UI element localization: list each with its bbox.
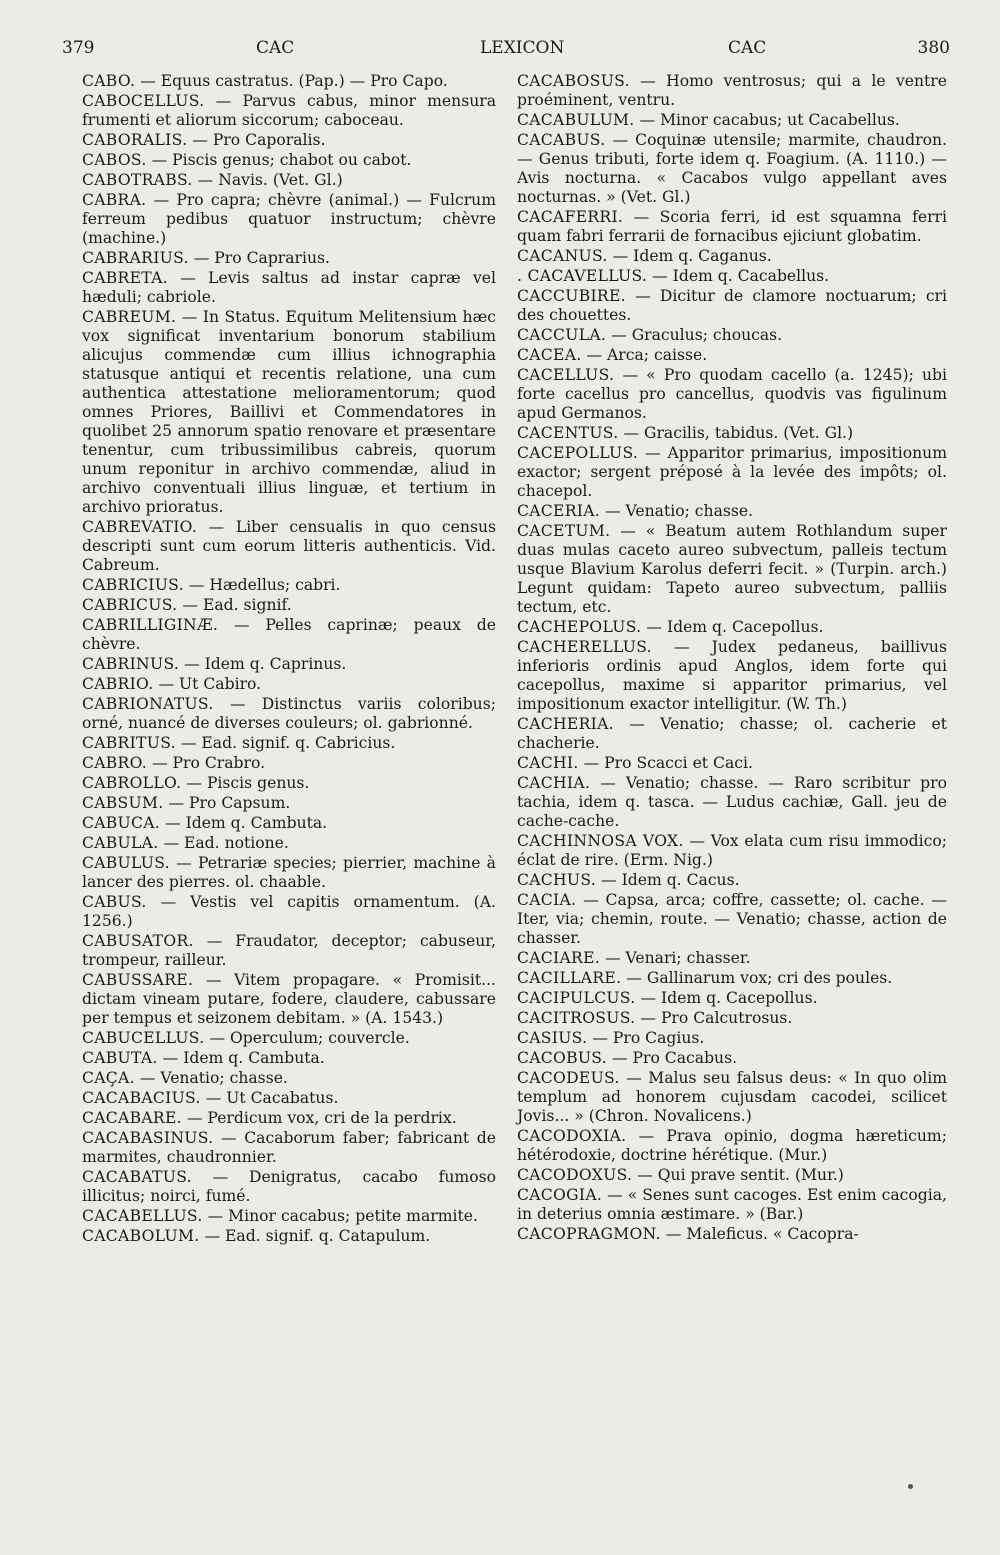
entry-headword: CABORALIS.	[82, 131, 188, 149]
dictionary-entry	[517, 1009, 947, 1028]
ink-dot	[908, 1484, 913, 1489]
dictionary-entry	[82, 308, 496, 517]
right-running-head: CAC	[728, 38, 767, 58]
entry-definition: — Ut Cabiro.	[158, 675, 262, 693]
entry-definition: — Prava opinio, dogma hæreticum; hétérodoxie, doctrine hérétique. (Mur.)	[517, 1127, 947, 1164]
dictionary-entry	[517, 832, 947, 870]
entry-headword: CACABOLUM.	[82, 1227, 200, 1245]
entry-definition: — Idem q. Caganus.	[612, 247, 772, 265]
entry-definition: — Scoria ferri, id est squamna ferri quam fabri ferrarii de fornacibus ejiciunt globatim.	[517, 208, 947, 245]
entry-headword: CACABASINUS.	[82, 1129, 214, 1147]
entry-headword: CACHINNOSA VOX.	[517, 832, 684, 850]
entry-definition: — Minor cacabus; petite marmite.	[207, 1207, 478, 1225]
entry-headword: CABREVATIO.	[82, 518, 198, 536]
entry-headword: CABOS.	[82, 151, 147, 169]
entry-headword: CASIUS.	[517, 1029, 588, 1047]
left-column	[82, 72, 496, 1247]
entry-definition: — Venari; chasser.	[605, 949, 751, 967]
entry-headword: CACCUBIRE.	[517, 287, 626, 305]
entry-definition: — Pro Cagius.	[592, 1029, 705, 1047]
right-page-number: 380	[917, 38, 950, 58]
dictionary-entry	[517, 522, 947, 617]
entry-definition: — Graculus; choucas.	[611, 326, 783, 344]
entry-definition: — Equus castratus. (Pap.) — Pro Capo.	[140, 72, 448, 90]
entry-headword: CACHEPOLUS.	[517, 618, 642, 636]
entry-definition: — Ead. signif. q. Cabricius.	[180, 734, 396, 752]
dictionary-entry	[517, 1049, 947, 1068]
dictionary-entry	[517, 871, 947, 890]
entry-headword: CABRO.	[82, 754, 148, 772]
dictionary-entry	[82, 249, 496, 268]
entry-headword: CACODEUS.	[517, 1069, 620, 1087]
entry-headword: CACIARE.	[517, 949, 601, 967]
entry-definition: — Idem q. Cambuta.	[165, 814, 328, 832]
dictionary-entry	[517, 131, 947, 207]
entry-definition: — Fraudator, deceptor; cabuseur, trompeur, railleur.	[82, 932, 496, 969]
dictionary-entry	[82, 269, 496, 307]
dictionary-entry	[517, 1186, 947, 1224]
dictionary-entry	[82, 72, 496, 91]
dictionary-entry	[82, 1207, 496, 1226]
dictionary-entry	[517, 326, 947, 345]
entry-headword: CABRICUS.	[82, 596, 178, 614]
dictionary-entry	[517, 1029, 947, 1048]
entry-headword: CACILLARE.	[517, 969, 622, 987]
dictionary-entry	[517, 715, 947, 753]
entry-headword: CACOBUS.	[517, 1049, 607, 1067]
entry-headword: CABOTRABS.	[82, 171, 193, 189]
entry-headword: . CACAVELLUS.	[517, 267, 648, 285]
dictionary-entry	[517, 618, 947, 637]
dictionary-entry	[517, 891, 947, 948]
dictionary-entry	[517, 1225, 947, 1244]
entry-definition: — Malus seu falsus deus: « In quo olim templum ad honorem cujusdam cacodei, scilicet Jovis... » (Chron. Novalicens.)	[517, 1069, 947, 1125]
entry-definition: — Idem q. Cacus.	[601, 871, 740, 889]
dictionary-entry	[82, 854, 496, 892]
entry-headword: CABULA.	[82, 834, 159, 852]
dictionary-entry	[82, 1029, 496, 1048]
entry-definition: — Ead. notione.	[163, 834, 289, 852]
dictionary-entry	[517, 969, 947, 988]
entry-headword: CABSUM.	[82, 794, 164, 812]
entry-definition: — Pro Caporalis.	[192, 131, 326, 149]
entry-definition: — Gallinarum vox; cri des poules.	[626, 969, 893, 987]
entry-headword: CACERIA.	[517, 502, 601, 520]
entry-definition: — Vestis vel capitis ornamentum. (A. 1256.)	[82, 893, 496, 930]
entry-definition: — Levis saltus ad instar capræ vel hæduli; cabriole.	[82, 269, 496, 306]
entry-definition: — « Senes sunt cacoges. Est enim cacogia, in deterius omnia æstimare. » (Bar.)	[517, 1186, 948, 1223]
dictionary-entry	[517, 754, 947, 773]
entry-headword: CACCULA.	[517, 326, 607, 344]
dictionary-entry	[517, 346, 947, 365]
dictionary-entry	[517, 72, 947, 110]
entry-headword: CACABUS.	[517, 131, 606, 149]
entry-definition: — In Status. Equitum Melitensium hæc vox significat inventarium bonorum stabilium alicujus commendæ cum illius ichnographia statusque antiqui et recentis relatione, una cum authentica attestatione melioramentorum; quod omnes Priores, Baillivi et Commendatores in quolibet 25 annorum spatio renovare et præsentare tenentur, cum tribussimilibus cabreis, quorum unum reponitur in archivo commendæ, aliud in archivo conventuali illius linguæ, et tertium in archivo prioratus.	[82, 308, 496, 516]
dictionary-entry	[82, 191, 496, 248]
entry-definition: — Minor cacabus; ut Cacabellus.	[639, 111, 900, 129]
entry-definition: — Pro Capsum.	[168, 794, 291, 812]
entry-headword: CACELLUS.	[517, 366, 615, 384]
entry-definition: — Perdicum vox, cri de la perdrix.	[186, 1109, 457, 1127]
entry-headword: CACAFERRI.	[517, 208, 624, 226]
dictionary-entry	[82, 794, 496, 813]
entry-headword: CABRA.	[82, 191, 147, 209]
dictionary-entry	[82, 616, 496, 654]
dictionary-entry	[517, 1127, 947, 1165]
entry-headword: CACABARE.	[82, 1109, 182, 1127]
dictionary-entry	[517, 111, 947, 130]
entry-definition: — Piscis genus; chabot ou cabot.	[151, 151, 412, 169]
dictionary-entry	[82, 655, 496, 674]
dictionary-entry	[82, 774, 496, 793]
dictionary-entry	[82, 171, 496, 190]
entry-definition: — Pelles caprinæ; peaux de chèvre.	[82, 616, 496, 653]
entry-headword: CABRICIUS.	[82, 576, 184, 594]
entry-headword: CACABACIUS.	[82, 1089, 201, 1107]
entry-definition: — Vitem propagare. « Promisit... dictam vineam putare, fodere, claudere, cabussare per tempus et seizonem debitam. » (A. 1543.)	[82, 971, 496, 1027]
dictionary-entry	[517, 638, 947, 714]
entry-headword: CACITROSUS.	[517, 1009, 636, 1027]
entry-definition: — Qui prave sentit. (Mur.)	[637, 1166, 844, 1184]
dictionary-entry	[82, 92, 496, 130]
dictionary-entry	[517, 287, 947, 325]
entry-headword: CACIA.	[517, 891, 577, 909]
entry-headword: CABUCELLUS.	[82, 1029, 205, 1047]
entry-definition: — Petrariæ species; pierrier, machine à lancer des pierres. ol. chaable.	[82, 854, 496, 891]
dictionary-entry	[82, 893, 496, 931]
center-running-head: LEXICON	[480, 38, 565, 58]
entry-headword: CABUTA.	[82, 1049, 158, 1067]
entry-definition: — Ut Cacabatus.	[205, 1089, 339, 1107]
dictionary-entry	[82, 1227, 496, 1246]
entry-headword: CACHERELLUS.	[517, 638, 652, 656]
entry-definition: — Homo ventrosus; qui a le ventre proéminent, ventru.	[517, 72, 947, 109]
entry-definition: — Venatio; chasse.	[139, 1069, 288, 1087]
right-column	[517, 72, 947, 1245]
entry-headword: CACABOSUS.	[517, 72, 630, 90]
entry-definition: — Coquinæ utensile; marmite, chaudron. — Genus tributi, forte idem q. Foagium. (A. 1110.) — Avis nocturna. « Cacabos vulgo appellant aves nocturnas. » (Vet. Gl.)	[517, 131, 947, 206]
dictionary-entry	[517, 1069, 947, 1126]
entry-headword: CACOGIA.	[517, 1186, 603, 1204]
entry-headword: CACEPOLLUS.	[517, 444, 639, 462]
entry-headword: CACABATUS.	[82, 1168, 192, 1186]
entry-definition: — Judex pedaneus, baillivus inferioris ordinis apud Anglos, idem forte qui cacepollus, maxime si apparitor primarius, vel impositionum exactor intelligitur. (W. Th.)	[517, 638, 947, 713]
entry-definition: — Gracilis, tabidus. (Vet. Gl.)	[623, 424, 854, 442]
dictionary-entry	[517, 208, 947, 246]
entry-definition: — Capsa, arca; coffre, cassette; ol. cache. — Iter, via; chemin, route. — Venatio; chasse, action de chasser.	[517, 891, 947, 947]
entry-definition: — Pro Cacabus.	[611, 1049, 738, 1067]
entry-headword: CABRARIUS.	[82, 249, 189, 267]
entry-headword: CACHERIA.	[517, 715, 614, 733]
entry-headword: CACODOXIA.	[517, 1127, 627, 1145]
dictionary-entry	[82, 518, 496, 575]
entry-headword: CABULUS.	[82, 854, 170, 872]
dictionary-entry	[82, 971, 496, 1028]
dictionary-entry	[82, 675, 496, 694]
entry-definition: — Pro Caprarius.	[193, 249, 330, 267]
entry-headword: CABREUM.	[82, 308, 177, 326]
entry-headword: CACIPULCUS.	[517, 989, 636, 1007]
entry-definition: — Pro Crabro.	[152, 754, 266, 772]
dictionary-entry	[82, 1109, 496, 1128]
entry-headword: CACOPRAGMON.	[517, 1225, 661, 1243]
entry-definition: — Dicitur de clamore noctuarum; cri des chouettes.	[517, 287, 948, 324]
entry-headword: CACETUM.	[517, 522, 611, 540]
entry-definition: — Parvus cabus, minor mensura frumenti et aliorum siccorum; caboceau.	[82, 92, 496, 129]
entry-headword: CABUSSARE.	[82, 971, 194, 989]
entry-definition: — Maleficus. « Cacopra-	[665, 1225, 859, 1243]
dictionary-entry	[82, 834, 496, 853]
dictionary-entry	[517, 949, 947, 968]
entry-headword: CABRETA.	[82, 269, 168, 287]
dictionary-entry	[82, 1129, 496, 1167]
entry-headword: CABUCA.	[82, 814, 161, 832]
entry-headword: CABRINUS.	[82, 655, 180, 673]
entry-headword: CACHIA.	[517, 774, 591, 792]
entry-headword: CABROLLO.	[82, 774, 182, 792]
entry-definition: — Pro Calcutrosus.	[640, 1009, 793, 1027]
entry-headword: CABRIO.	[82, 675, 154, 693]
entry-definition: — Ead. signif.	[182, 596, 292, 614]
entry-definition: — Pro capra; chèvre (animal.) — Fulcrum ferreum pedibus quatuor instructum; chèvre (machine.)	[82, 191, 496, 247]
entry-headword: CACHI.	[517, 754, 579, 772]
entry-headword: CACHUS.	[517, 871, 597, 889]
entry-definition: — Venatio; chasse; ol. cacherie et chacherie.	[517, 715, 948, 752]
entry-definition: — Pro Scacci et Caci.	[583, 754, 753, 772]
entry-definition: — Denigratus, cacabo fumoso illicitus; noirci, fumé.	[82, 1168, 496, 1205]
dictionary-entry	[517, 774, 947, 831]
entry-headword: CACEA.	[517, 346, 582, 364]
entry-definition: — Hædellus; cabri.	[188, 576, 341, 594]
entry-definition: — Arca; caisse.	[586, 346, 708, 364]
dictionary-entry	[517, 424, 947, 443]
entry-definition: — Ead. signif. q. Catapulum.	[204, 1227, 431, 1245]
entry-headword: CACENTUS.	[517, 424, 619, 442]
page-header	[62, 38, 950, 66]
dictionary-entry	[82, 814, 496, 833]
entry-definition: — Apparitor primarius, impositionum exactor; sergent préposé à la levée des impôts; ol. chacepol.	[517, 444, 947, 500]
entry-definition: — Idem q. Cacepollus.	[646, 618, 824, 636]
entry-headword: CABO.	[82, 72, 136, 90]
entry-definition: — « Pro quodam cacello (a. 1245); ubi forte cacellus pro cancellus, quodvis vas figulinum apud Germanos.	[517, 366, 947, 422]
dictionary-entry	[82, 151, 496, 170]
dictionary-entry	[82, 131, 496, 150]
dictionary-entry	[517, 444, 947, 501]
entry-definition: — Idem q. Cambuta.	[162, 1049, 325, 1067]
entry-headword: CABUSATOR.	[82, 932, 194, 950]
entry-definition: — Distinctus variis coloribus; orné, nuancé de diverses couleurs; ol. gabrionné.	[82, 695, 496, 732]
dictionary-entry	[517, 1166, 947, 1185]
dictionary-entry	[82, 1049, 496, 1068]
dictionary-entry	[517, 267, 947, 286]
entry-definition: — Venatio; chasse. — Raro scribitur pro tachia, idem q. tasca. — Ludus cachiæ, Gall. jeu de cache-cache.	[517, 774, 947, 830]
dictionary-entry	[517, 989, 947, 1008]
dictionary-entry	[82, 932, 496, 970]
dictionary-entry	[82, 1168, 496, 1206]
entry-headword: CABUS.	[82, 893, 147, 911]
entry-headword: CACANUS.	[517, 247, 608, 265]
entry-definition: — Navis. (Vet. Gl.)	[197, 171, 343, 189]
dictionary-entry	[82, 695, 496, 733]
entry-definition: — Cacaborum faber; fabricant de marmites, chaudronnier.	[82, 1129, 496, 1166]
entry-definition: — Venatio; chasse.	[605, 502, 754, 520]
entry-headword: CABRITUS.	[82, 734, 176, 752]
entry-headword: CABOCELLUS.	[82, 92, 205, 110]
entry-definition: — Operculum; couvercle.	[209, 1029, 410, 1047]
dictionary-entry	[82, 576, 496, 595]
entry-definition: — Idem q. Caprinus.	[184, 655, 347, 673]
dictionary-entry	[82, 1089, 496, 1108]
entry-headword: CACABELLUS.	[82, 1207, 203, 1225]
dictionary-entry	[517, 366, 947, 423]
dictionary-entry	[517, 247, 947, 266]
entry-definition: — Piscis genus.	[186, 774, 310, 792]
entry-definition: — Vox elata cum risu immodico; éclat de rire. (Erm. Nig.)	[517, 832, 947, 869]
entry-headword: CAÇA.	[82, 1069, 135, 1087]
entry-headword: CACODOXUS.	[517, 1166, 633, 1184]
dictionary-entry	[82, 596, 496, 615]
dictionary-entry	[82, 754, 496, 773]
entry-headword: CACABULUM.	[517, 111, 635, 129]
dictionary-entry	[82, 734, 496, 753]
dictionary-entry	[517, 502, 947, 521]
entry-definition: — « Beatum autem Rothlandum super duas mulas caceto aureo subvectum, palleis tectum usque Blavium Karolus deferri fecit. » (Turpin. arch.) Legunt quidam: Tapeto aureo subvectum, palliis tectum, etc.	[517, 522, 947, 616]
entry-definition: — Idem q. Cacabellus.	[652, 267, 830, 285]
left-running-head: CAC	[256, 38, 295, 58]
entry-definition: — Idem q. Cacepollus.	[640, 989, 818, 1007]
entry-definition: — Liber censualis in quo census descripti sunt cum eorum litteris authenticis. Vid. Cabreum.	[82, 518, 496, 574]
entry-headword: CABRIONATUS.	[82, 695, 214, 713]
dictionary-entry	[82, 1069, 496, 1088]
left-page-number: 379	[62, 38, 95, 58]
entry-headword: CABRILLIGINÆ.	[82, 616, 219, 634]
